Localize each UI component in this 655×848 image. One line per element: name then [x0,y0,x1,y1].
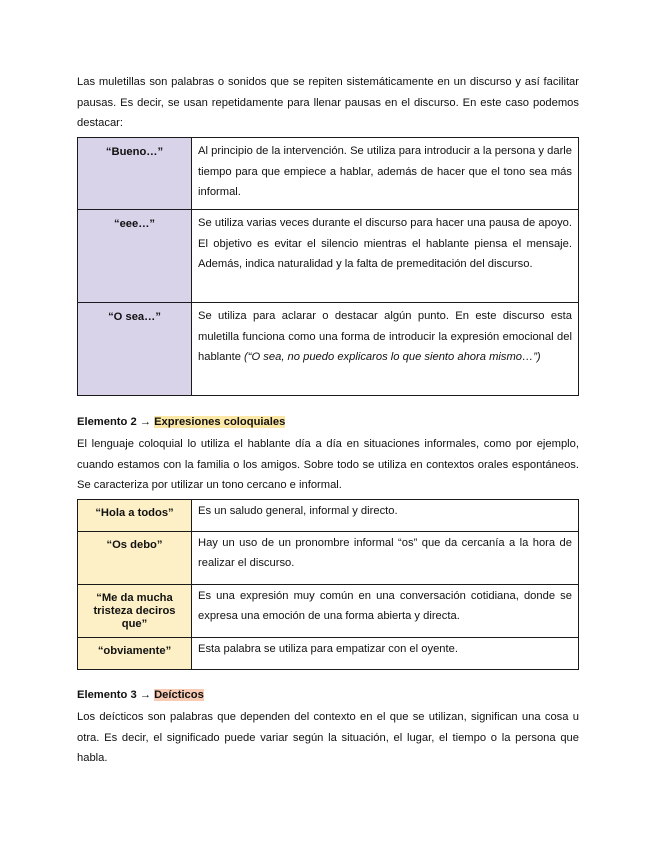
table-key-cell: “Os debo” [78,532,192,585]
table-value-cell: Se utiliza varias veces durante el discurso para hacer una pausa de apoyo. El objetivo es evitar el silencio mientras el hablante piensa el mensaje. Además, indica naturalidad y la falta de premeditación del discurso. [192,210,579,303]
table-key-cell: “O sea…” [78,303,192,396]
table-value-cell: Es una expresión muy común en una conversación cotidiana, donde se expresa una emoción de una forma abierta y directa. [192,585,579,638]
table-key-cell: “Bueno…” [78,138,192,210]
intro-paragraph: Las muletillas son palabras o sonidos que se repiten sistemáticamente en un discurso y así facilitar pausas. Es decir, se usan repetidamente para llenar pausas en el discurso. En este caso podemos destacar: [77,76,579,130]
table-value-cell: Esta palabra se utiliza para empatizar con el oyente. [192,638,579,670]
section-2-body-block [77,434,579,496]
table-value-cell [192,303,579,396]
coloquiales-table [77,499,579,670]
intro-paragraph-block [77,72,579,134]
table-key-cell: “Me da mucha tristeza deciros que” [78,585,192,638]
muletillas-table [77,137,579,396]
table-value-cell: Es un saludo general, informal y directo. [192,500,579,532]
section-2-body: El lenguaje coloquial lo utiliza el hablante día a día en situaciones informales, como por ejemplo, cuando estamos con la familia o los amigos. Sobre todo se utiliza en contextos orales espontáneos. Se caracteriza por utilizar un tono cercano e informal. [77,438,579,492]
table-value-text: Se utiliza para aclarar o destacar algún punto. En este discurso esta muletilla funciona como una forma de introducir la expresión emocional del hablante [198,310,572,364]
table-key-cell: “Hola a todos” [78,500,192,532]
table-row [78,210,579,303]
section-2-prefix: Elemento 2 → [77,416,155,428]
section-3-prefix: Elemento 3 → [77,689,155,701]
section-2-heading [77,416,285,428]
table-key-cell: “obviamente” [78,638,192,670]
table-value-cell: Hay un uso de un pronombre informal “os” que da cercanía a la hora de realizar el discurso. [192,532,579,585]
table-row [78,303,579,396]
section-3-body: Los deícticos son palabras que dependen del contexto en el que se utilizan, significan una cosa u otra. Es decir, el significado puede variar según la situación, el lugar, el tiempo o la persona que habla. [77,711,579,765]
section-3-heading [77,689,204,701]
table-value-italic-quote: (“O sea, no puedo explicaros lo que siento ahora mismo…”) [244,351,541,364]
section-3-body-block [77,707,579,769]
section-2-title: Expresiones coloquiales [154,416,286,428]
table-key-cell: “eee…” [78,210,192,303]
table-row [78,585,579,638]
table-row [78,532,579,585]
table-row [78,638,579,670]
table-row [78,138,579,210]
table-row [78,500,579,532]
section-3-title: Deícticos [154,689,204,701]
table-value-cell: Al principio de la intervención. Se utiliza para introducir a la persona y darle tiempo para que empiece a hablar, además de hacer que el tono sea más informal. [192,138,579,210]
